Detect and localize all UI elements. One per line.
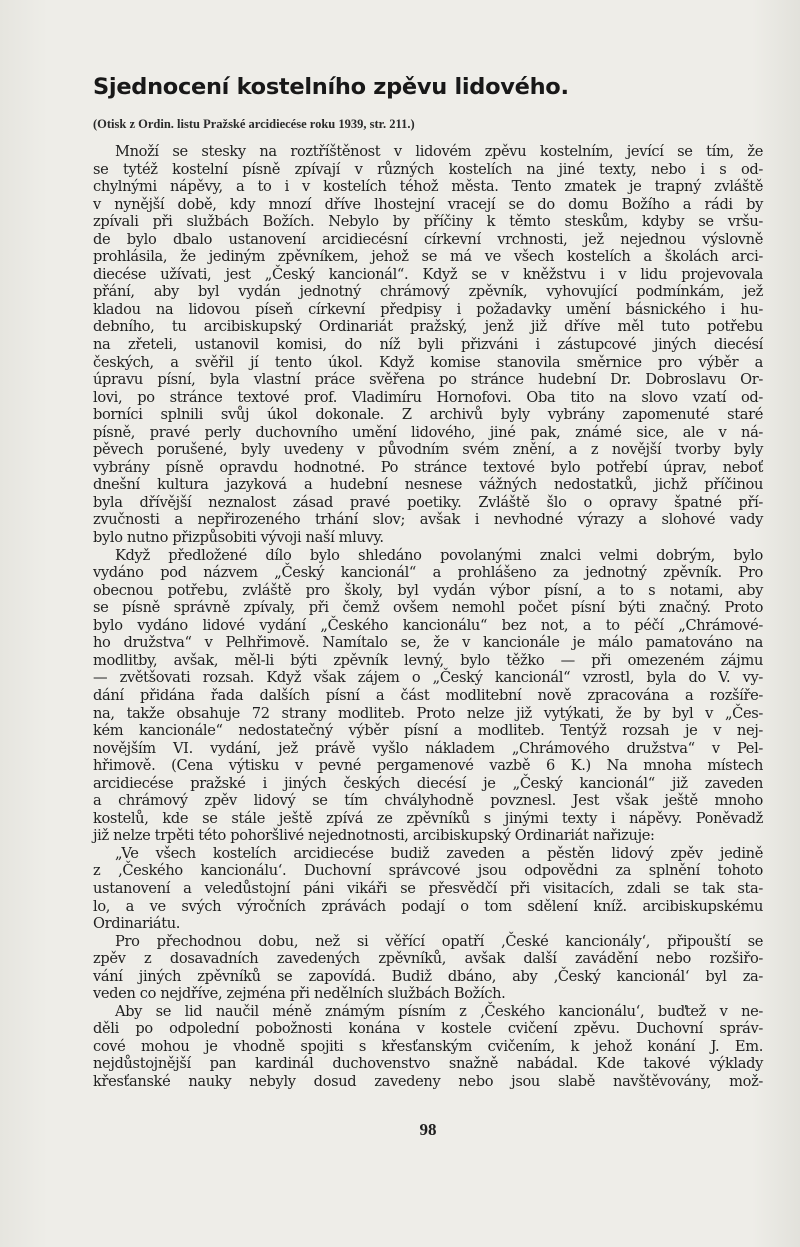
text-line: již nelze trpěti této pohoršlivé nejednotnosti, arcibiskupský Ordinariát nařizuje:: [93, 827, 655, 845]
text-line: bylo nutno přizpůsobiti vývoji naší mluvy.: [93, 529, 384, 547]
paragraph: [93, 1003, 763, 1091]
text-line: Aby se lid naučil méně známým písním z ‚Českého kancionálu‘, buďtež v ne-: [115, 1002, 763, 1020]
text-line: na zřeteli, ustanovil komisi, do níž byli přizváni i zástupcové jiných diecésí: [93, 336, 763, 354]
text-line: křesťanské nauky nebyly dosud zavedeny nebo jsou slabě navštěvovány, mož-: [93, 1072, 763, 1090]
text-line: modlitby, avšak, měl-li býti zpěvník levný, bylo těžko — při omezeném zájmu: [93, 651, 763, 669]
text-line: ustanovení a veledůstojní páni vikáři se přesvědčí při visitacích, zdali se tak sta-: [93, 879, 763, 897]
text-line: kladou na lidovou píseň církevní předpisy i požadavky umění básnického i hu-: [93, 300, 763, 318]
text-line: cové mohou je vhodně spojiti s křesťanským cvičením, k jehož konání J. Em.: [93, 1037, 763, 1055]
text-line: písně, pravé perly duchovního umění lidového, jiné pak, známé sice, ale v ná-: [93, 423, 763, 441]
text-line: hřimově. (Cena výtisku v pevné pergamenové vazbě 6 K.) Na mnoha místech: [93, 757, 763, 775]
article-source-note: (Otisk z Ordin. listu Pražské arcidiecése roku 1939, str. 211.): [93, 117, 415, 131]
text-line: obecnou potřebu, zvláště pro školy, byl vydán výbor písní, a to s notami, aby: [93, 581, 763, 599]
text-line: byla dřívější neznalost zásad pravé poetiky. Zvláště šlo o opravy špatné pří-: [93, 493, 763, 511]
text-line: kém kancionále“ nedostatečný výběr písní a modliteb. Tentýž rozsah je v nej-: [93, 722, 763, 740]
text-line: a chrámový zpěv lidový se tím chvályhodně povznesl. Jest však ještě mnoho: [93, 792, 763, 810]
text-line: pěvech porušené, byly uvedeny v původním svém znění, a z novější tvorby byly: [93, 441, 763, 459]
text-line: — zvětšovati rozsah. Když však zájem o „Český kancionál“ vzrostl, byla do V. vy-: [93, 669, 763, 687]
text-line: z ‚Českého kancionálu‘. Duchovní správcové jsou odpovědni za splnění tohoto: [93, 862, 763, 880]
text-line: zvučnosti a nepřirozeného trhání slov; avšak i nevhodné výrazy a slohové vady: [93, 511, 763, 529]
text-line: lovi, po stránce textové prof. Vladimíru Hornofovi. Oba tito na slovo vzatí od-: [93, 388, 763, 406]
paragraph: [93, 143, 763, 547]
text-line: dnešní kultura jazyková a hudební nesnese vážných nedostatků, jichž příčinou: [93, 476, 763, 494]
article-title: Sjednocení kostelního zpěvu lidového.: [93, 74, 569, 100]
text-line: Když předložené dílo bylo shledáno povolanými znalci velmi dobrým, bylo: [115, 546, 763, 564]
paragraph: [93, 547, 763, 845]
text-line: veden co nejdříve, zejména při nedělních službách Božích.: [93, 985, 506, 1003]
text-line: Množí se stesky na roztříštěnost v lidovém zpěvu kostelním, jevící se tím, že: [115, 143, 763, 160]
text-line: lo, a ve svých výročních zprávách podají o tom sdělení kníž. arcibiskupskému: [93, 897, 763, 915]
text-line: de bylo dbalo ustanovení arcidiecésní církevní vrchnosti, jež nejednou výslovně: [93, 230, 763, 248]
text-line: na, takže obsahuje 72 strany modliteb. Proto nelze již vytýkati, že by byl v „Čes-: [93, 704, 763, 722]
text-line: přání, aby byl vydán jednotný chrámový zpěvník, vyhovující podmínkám, jež: [93, 283, 763, 301]
text-line: v nynější době, kdy mnozí dříve lhostejní vracejí se do domu Božího a rádi by: [93, 195, 763, 213]
text-line: diecése užívati, jest „Český kancionál“. Když se v kněžstvu i v lidu projevovala: [93, 265, 763, 283]
text-line: děli po odpolední pobožnosti konána v kostele cvičení zpěvu. Duchovní správ-: [93, 1020, 763, 1038]
text-line: se tytéž kostelní písně zpívají v různých kostelích na jiné texty, nebo i s od-: [93, 160, 763, 178]
text-line: vydáno pod názvem „Český kancionál“ a prohlášeno za jednotný zpěvník. Pro: [93, 564, 763, 582]
page-number: 98: [419, 1120, 437, 1139]
text-line: českých, a svěřil jí tento úkol. Když komise stanovila směrnice pro výběr a: [93, 353, 763, 371]
text-line: chylnými nápěvy, a to i v kostelích téhož města. Tento zmatek je trapný zvláště: [93, 178, 763, 196]
text-line: ho družstva“ v Pelhřimově. Namítalo se, že v kancionále je málo pamatováno na: [93, 634, 763, 652]
text-line: zpívali při službách Božích. Nebylo by příčiny k těmto steskům, kdyby se vršu-: [93, 213, 763, 231]
text-line: „Ve všech kostelích arcidiecése budiž zaveden a pěstěn lidový zpěv jedině: [115, 844, 763, 862]
text-line: novějším VI. vydání, jež právě vyšlo nákladem „Chrámového družstva“ v Pel-: [93, 739, 763, 757]
text-line: se písně správně zpívaly, při čemž ovšem nemohl počet písní býti značný. Proto: [93, 599, 763, 617]
paragraph: [93, 933, 763, 1003]
text-line: úpravu písní, byla vlastní práce svěřena po stránce hudební Dr. Dobroslavu Or-: [93, 371, 763, 389]
text-line: Ordinariátu.: [93, 915, 181, 933]
text-line: arcidiecése pražské i jiných českých diecésí je „Český kancionál“ již zaveden: [93, 774, 763, 792]
text-line: debního, tu arcibiskupský Ordinariát pražský, jenž již dříve měl tuto potřebu: [93, 318, 763, 336]
text-line: nejdůstojnější pan kardinál duchovenstvo snažně nabádal. Kde takové výklady: [93, 1055, 763, 1073]
text-line: bylo vydáno lidové vydání „Českého kancionálu“ bez not, a to péčí „Chrámové-: [93, 616, 763, 634]
text-line: Pro přechodnou dobu, než si věřící opatří ‚České kancionály‘, připouští se: [115, 932, 763, 950]
text-line: vání jiných zpěvníků se zapovídá. Budiž dbáno, aby ‚Český kancionál‘ byl za-: [93, 967, 763, 985]
paragraph: [93, 845, 763, 933]
text-line: kostelů, kde se stále ještě zpívá ze zpěvníků s jinými texty i nápěvy. Poněvadž: [93, 809, 763, 827]
text-line: borníci splnili svůj úkol dokonale. Z archivů byly vybrány zapomenuté staré: [93, 406, 763, 424]
text-line: prohlásila, že jediným zpěvníkem, jehož se má ve všech kostelích a školách arci-: [93, 248, 763, 266]
text-line: zpěv z dosavadních zavedených zpěvníků, avšak další zavádění nebo rozšiřo-: [93, 950, 763, 968]
article-body: [93, 143, 763, 1091]
text-line: vybrány písně opravdu hodnotné. Po stránce textové bylo potřebí úprav, neboť: [93, 458, 763, 476]
text-line: dání přidána řada dalších písní a část modlitební nově zpracována a rozšíře-: [93, 686, 763, 704]
